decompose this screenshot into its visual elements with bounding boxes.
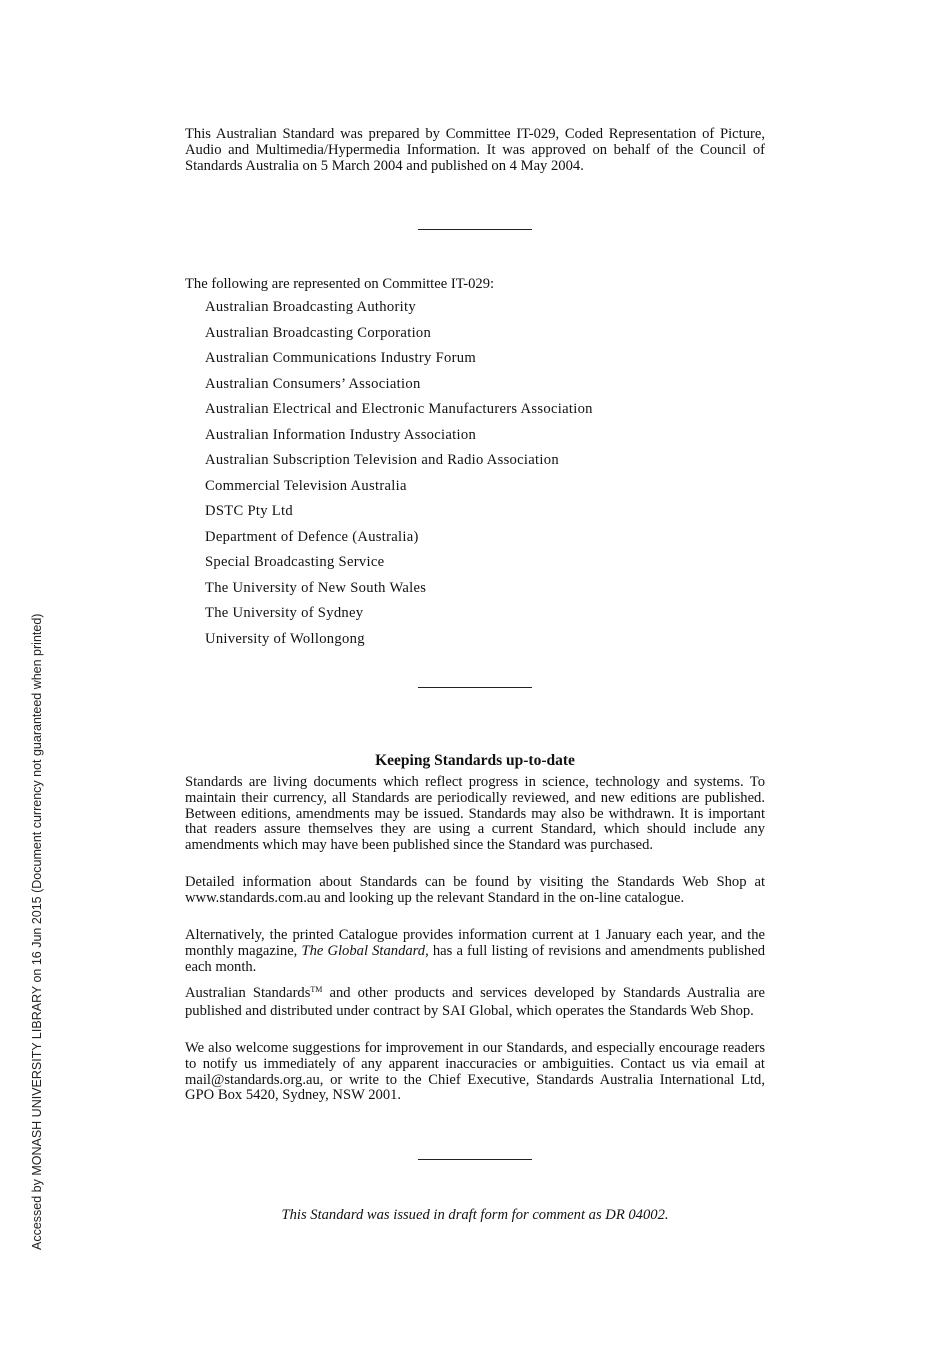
magazine-title: The Global Standard (301, 942, 426, 959)
committee-member: The University of New South Wales (205, 579, 427, 596)
divider-rule-1 (418, 229, 532, 230)
divider-rule-2 (418, 687, 532, 688)
access-side-note: Accessed by MONASH UNIVERSITY LIBRARY on 16 Jun 2015 (Document currency not guaranteed when printed) (30, 613, 44, 1250)
p3-text-before: Alternatively, the printed Catalogue provides information current at 1 January each year, and the monthly magazine, (185, 927, 765, 959)
committee-member: Australian Broadcasting Authority (205, 299, 416, 315)
trademark-mark: TM (310, 985, 323, 994)
divider-rule-3 (418, 1159, 532, 1160)
committee-member-list (205, 296, 593, 653)
keeping-paragraph-3 (185, 928, 765, 975)
draft-footer-note: This Standard was issued in draft form for comment as DR 04002. (281, 1207, 669, 1223)
committee-member: Department of Defence (Australia) (205, 528, 419, 545)
section-title: Keeping Standards up-to-date (375, 752, 575, 769)
committee-heading: The following are represented on Committee IT-029: (185, 276, 495, 292)
keeping-paragraph-4 (185, 981, 765, 1020)
committee-member: Australian Electrical and Electronic Manufacturers Association (205, 401, 593, 417)
committee-member: Australian Broadcasting Corporation (205, 324, 432, 341)
keeping-paragraph-1: Standards are living documents which reflect progress in science, technology and systems. To maintain their currency, all Standards are periodically reviewed, and new editions are published. Between editions, amendments may be issued. Standards may also be withdrawn. It is important that readers assure themselves they are using a current Standard, which should include any amendments which may have been published since the Standard was purchased. (185, 774, 765, 854)
committee-member: Australian Communications Industry Forum (205, 350, 477, 366)
committee-member: University of Wollongong (205, 630, 365, 647)
intro-paragraph: This Australian Standard was prepared by Committee IT-029, Coded Representation of Picture, Audio and Multimedia/Hypermedia Information. It was approved on behalf of the Council of Standards Australia on 5 March 2004 and published on 4 May 2004. (185, 126, 765, 174)
committee-member: Commercial Television Australia (205, 477, 407, 494)
committee-member: Australian Subscription Television and Radio Association (205, 452, 559, 468)
p3-text-after: , has a full listing of revisions and amendments published each month. (185, 942, 765, 975)
keeping-paragraph-5: We also welcome suggestions for improvement in our Standards, and especially encourage readers to notify us immediately of any apparent inaccuracies or ambiguities. Contact us via email at mail@standards.org.au, or write to the Chief Executive, Standards Australia International Ltd, GPO Box 5420, Sydney, NSW 2001. (185, 1040, 765, 1104)
committee-member: The University of Sydney (205, 605, 364, 621)
committee-member: DSTC Pty Ltd (205, 503, 293, 519)
p4-text-after: and other products and services developed by Standards Australia are published and distributed under contract by SAI Global, which operates the Standards Web Shop. (185, 985, 765, 1019)
committee-member: Australian Consumers’ Association (205, 375, 421, 392)
committee-member: Australian Information Industry Association (205, 426, 477, 443)
p4-text-before: Australian Standards (185, 985, 311, 1001)
keeping-paragraph-2: Detailed information about Standards can be found by visiting the Standards Web Shop at www.standards.com.au and looking up the relevant Standard in the on-line catalogue. (185, 874, 765, 906)
committee-member: Special Broadcasting Service (205, 554, 385, 570)
